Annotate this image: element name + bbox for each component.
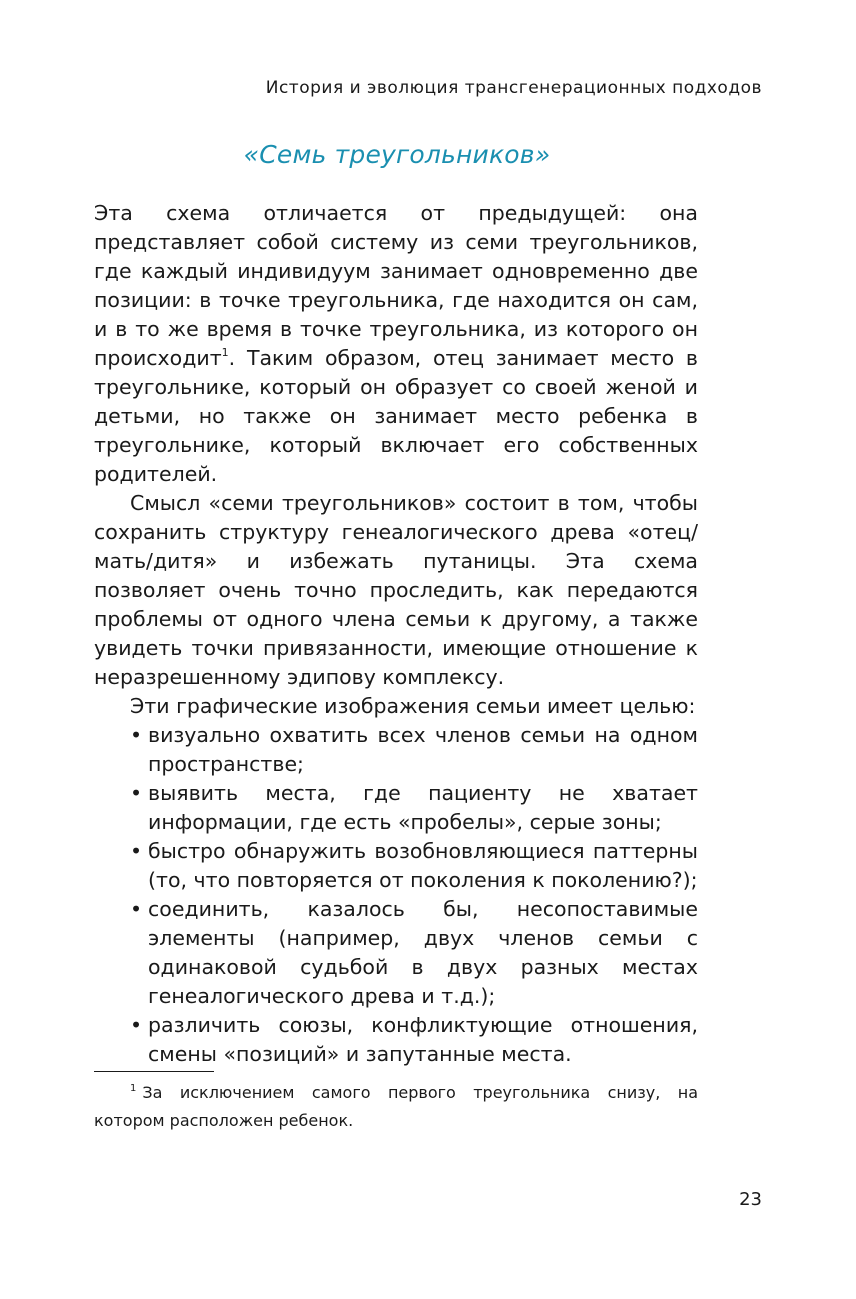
footnote	[94, 1079, 698, 1135]
paragraph-1-tail: . Таким образом, отец занимает место в треугольнике, который он образует со своей женой и детьми, но также он занимает место ребенка в треугольнике, который включает его собственных родителей.	[94, 346, 698, 486]
paragraph-2: Смысл «семи треугольников» состоит в том, чтобы сохранить структуру генеалогического древа «отец/ мать/дитя» и избежать путаницы. Эта схема позволяет очень точно проследить, как передаются проблемы от одного члена семьи к другому, а также увидеть точки привязанности, имеющие отношение к неразрешенному эдипову комплексу.	[94, 491, 698, 689]
running-header: История и эволюция трансгенерационных подходов	[265, 78, 762, 98]
footnote-marker: 1	[130, 1083, 137, 1094]
footnote-divider	[94, 1071, 214, 1072]
bullet-item: • выявить места, где пациенту не хватает информации, где есть «пробелы», серые зоны;	[130, 779, 698, 837]
paragraph-3: Эти графические изображения семьи имеет целью:	[130, 694, 696, 718]
bullet-item: • соединить, казалось бы, несопоставимые элементы (например, двух членов семьи с одинаковой судьбой в двух разных местах генеалогического древа и т.д.);	[130, 895, 698, 1011]
footnote-reference[interactable]: 1	[221, 346, 229, 359]
body-text	[94, 199, 698, 1069]
page-number: 23	[739, 1189, 762, 1210]
section-title: «Семь треугольников»	[243, 140, 551, 169]
bullet-item: • различить союзы, конфликтующие отношения, смены «позиций» и запутанные места.	[130, 1011, 698, 1069]
footnote-text: За исключением самого первого треугольника снизу, на котором расположен ребенок.	[94, 1083, 698, 1130]
bullet-list	[94, 721, 698, 1069]
paragraph-1	[94, 199, 698, 489]
bullet-item: • быстро обнаружить возобновляющиеся паттерны (то, что повторяется от поколения к поколению?);	[130, 837, 698, 895]
paragraph-1-text: Эта схема отличается от предыдущей: она представляет собой систему из семи треугольников, где каждый индивидуум занимает одновременно две позиции: в точке треугольника, где находится он сам, и в то же время в точке треугольника, из которого он происходит	[94, 201, 698, 370]
bullet-item: • визуально охватить всех членов семьи на одном пространстве;	[130, 721, 698, 779]
